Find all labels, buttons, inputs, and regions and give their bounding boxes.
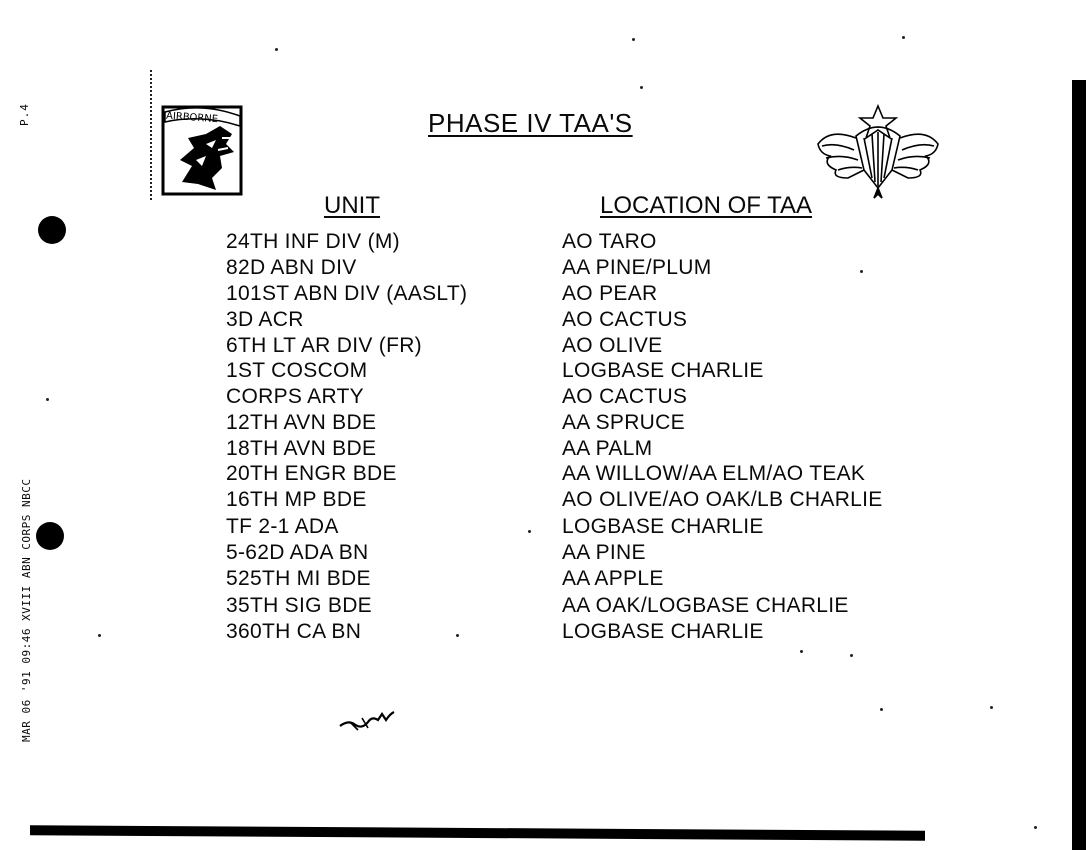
table-row: [0, 487, 1000, 513]
location-cell: AO CACTUS: [562, 385, 688, 408]
table-row: [0, 229, 1000, 255]
punch-hole: [36, 522, 64, 550]
unit-cell: 16TH MP BDE: [226, 488, 367, 511]
table-row: [0, 461, 1000, 487]
table-row: [0, 619, 1000, 645]
location-cell: AO CACTUS: [562, 308, 688, 331]
scan-speck: [456, 634, 459, 637]
location-cell: AA WILLOW/AA ELM/AO TEAK: [562, 462, 866, 485]
location-cell: AO PEAR: [562, 282, 658, 305]
unit-cell: 3D ACR: [226, 308, 304, 331]
location-cell: AO OLIVE: [562, 334, 663, 357]
unit-cell: 6TH LT AR DIV (FR): [226, 334, 422, 357]
unit-cell: CORPS ARTY: [226, 385, 364, 408]
table-row: [0, 255, 1000, 281]
location-cell: LOGBASE CHARLIE: [562, 515, 764, 538]
unit-cell: 5-62D ADA BN: [226, 541, 369, 564]
xviii-airborne-corps-patch-icon: [160, 104, 244, 203]
scan-speck: [880, 708, 883, 711]
unit-cell: 24TH INF DIV (M): [226, 230, 400, 253]
table-row: [0, 384, 1000, 410]
scan-speck: [275, 48, 278, 51]
column-header-location: LOCATION OF TAA: [600, 192, 813, 219]
unit-cell: 12TH AVN BDE: [226, 411, 377, 434]
unit-cell: 101ST ABN DIV (AASLT): [226, 282, 468, 305]
location-cell: AA PINE: [562, 541, 646, 564]
location-cell: AO OLIVE/AO OAK/LB CHARLIE: [562, 488, 883, 511]
master-parachutist-wings-icon: [812, 98, 944, 207]
location-cell: AA PALM: [562, 437, 653, 460]
location-cell: LOGBASE CHARLIE: [562, 620, 764, 643]
scan-speck: [800, 650, 803, 653]
page-title: PHASE IV TAA'S: [428, 108, 633, 138]
table-row: [0, 358, 1000, 384]
unit-cell: 20TH ENGR BDE: [226, 462, 397, 485]
scan-speck: [528, 530, 531, 533]
location-cell: LOGBASE CHARLIE: [562, 359, 764, 382]
table-row: [0, 307, 1000, 333]
scan-speck: [902, 36, 905, 39]
location-cell: AO TARO: [562, 230, 657, 253]
page-number: P.4: [18, 103, 31, 126]
table-row: [0, 333, 1000, 359]
scan-speck: [850, 654, 853, 657]
unit-cell: 360TH CA BN: [226, 620, 362, 643]
table-row: [0, 410, 1000, 436]
scan-bottom-line: [30, 825, 925, 840]
scan-speck: [98, 634, 101, 637]
scan-speck: [990, 706, 993, 709]
table-row: [0, 593, 1000, 619]
scan-speck: [632, 38, 635, 41]
fax-header: MAR 06 '91 09:46 XVIII ABN CORPS NBCC: [20, 478, 33, 742]
table-row: [0, 436, 1000, 462]
location-cell: AA OAK/LOGBASE CHARLIE: [562, 594, 849, 617]
table-row: [0, 540, 1000, 566]
patch-label: AIRBORNE: [165, 110, 219, 126]
location-cell: AA PINE/PLUM: [562, 256, 712, 279]
unit-cell: 1ST COSCOM: [226, 359, 368, 382]
unit-cell: 525TH MI BDE: [226, 567, 371, 590]
table-row: [0, 514, 1000, 540]
scan-speck: [1034, 826, 1037, 829]
scan-speck: [640, 86, 643, 89]
unit-cell: TF 2-1 ADA: [226, 515, 339, 538]
margin-dots: [150, 70, 152, 200]
unit-cell: 35TH SIG BDE: [226, 594, 372, 617]
unit-cell: 82D ABN DIV: [226, 256, 357, 279]
table-row: [0, 566, 1000, 592]
handwritten-mark-icon: [338, 708, 398, 741]
location-cell: AA APPLE: [562, 567, 664, 590]
punch-hole: [38, 216, 66, 244]
scan-edge-bar: [1072, 80, 1086, 850]
scan-speck: [860, 270, 863, 273]
unit-cell: 18TH AVN BDE: [226, 437, 377, 460]
location-cell: AA SPRUCE: [562, 411, 685, 434]
table-row: [0, 281, 1000, 307]
scan-speck: [46, 398, 49, 401]
column-header-unit: UNIT: [324, 192, 380, 219]
